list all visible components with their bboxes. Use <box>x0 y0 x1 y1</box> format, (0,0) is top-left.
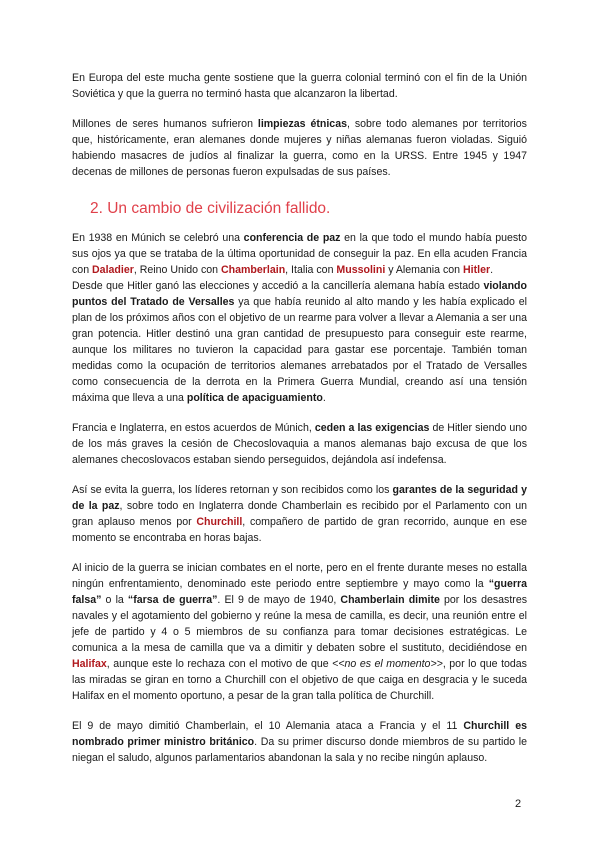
text-run: y Alemania con <box>385 264 463 276</box>
bold-term: limpiezas étnicas <box>257 118 347 130</box>
bold-term: garantes de la seguridad y de la paz <box>72 484 527 512</box>
paragraph-phoney-war <box>72 560 527 704</box>
paragraph-versailles <box>72 278 527 406</box>
text-run: por los desastres navales y el agotamiento del gobierno y reúne la mesa de camilla, es decir, una reunión entre el jefe de partido y 4 o 5 miembros de su confianza para tomar decisiones estratégicas. Le comunica a la mesa de camilla que va a dimitir y debaten sobre el sustituto, decidiéndose en <box>72 594 528 654</box>
text-run: o la <box>101 594 128 606</box>
text-run: , sobre todo en Inglaterra donde Chamberlain es recibido por el Parlamento con un gran aplauso menos por <box>72 500 527 528</box>
text-run: En 1938 en Múnich se celebró una <box>72 232 244 244</box>
paragraph-eastern-europe: En Europa del este mucha gente sostiene que la guerra colonial terminó con el fin de la Unión Soviética y que la guerra no terminó hasta que alcanzaron la libertad. <box>72 72 527 100</box>
name-churchill: Churchill <box>196 516 243 528</box>
bold-term: “farsa de guerra” <box>127 594 218 606</box>
bold-term: violando puntos del Tratado de Versalles <box>72 280 527 308</box>
bold-term: política de apaciguamiento <box>186 392 323 404</box>
text-run: Millones de seres humanos sufrieron <box>72 118 258 130</box>
text-run: de Hitler siendo uno de los más graves la cesión de Checoslovaquia a manos alemanas bajo excusa de que los alemanes checoslovacos estaban siendo perseguidos, dejándola así indefensa. <box>72 422 528 466</box>
bold-term: conferencia de paz <box>243 232 341 244</box>
text-run: , Reino Unido con <box>133 264 221 276</box>
text-run: Así se evita la guerra, los líderes retornan y son recibidos como los <box>72 484 393 496</box>
text-run: , compañero de partido de gran recorrido, aunque en ese momento se encontraba en horas bajas. <box>72 516 527 544</box>
name-chamberlain: Chamberlain <box>221 264 286 276</box>
name-halifax: Halifax <box>72 658 107 670</box>
text-run: , aunque este lo rechaza con el motivo de que <box>106 658 333 670</box>
page-number: 2 <box>515 798 522 810</box>
bold-term: “guerra falsa” <box>72 578 527 606</box>
name-mussolini: Mussolini <box>336 264 386 276</box>
text-run: en la que todo el mundo había puesto sus ojos ya que se trataba de la última oportunidad de conseguir la paz. En ella acuden Francia con <box>72 232 528 276</box>
paragraph-ethnic-cleansing <box>72 116 527 180</box>
text-run: , por lo que todas las miradas se giran en torno a Churchill con el objetivo de que caiga en desgracia y le suceda Halifax en el momento oportuno, a pesar de la gran talla política de Churchill. <box>72 658 527 702</box>
name-daladier: Daladier <box>92 264 134 276</box>
section-heading: 2. Un cambio de civilización fallido. <box>90 200 331 217</box>
text-run: , Italia con <box>285 264 337 276</box>
text-run: Desde que Hitler ganó las elecciones y accedió a la cancillería alemana había estado <box>72 280 484 292</box>
text-run: ya que había reunido al alto mando y les había explicado el plan de los próximos años con el objetivo de un rearme para volver a llevar a Alemania a ser una gran potencia. Hitler destinó una gran cantidad de presupuesto para conseguir este rearme, aunque los militares no tuvieron la capacidad para gastar ese porcentaje. También toman medidas como la ocupación de territorios alemanes arrebatados por el Tratado de Versalles como consecuencia de la derrota en la Primera Guerra Mundial, creando así una tensión máxima que lleva a una <box>72 296 527 404</box>
text-run: , sobre todo alemanes por territorios que, históricamente, eran alemanes donde mujeres y niñas alemanas fueron violadas. Siguió habiendo masacres de judíos al finalizar la guerra, como en la URSS. Entre 1945 y 1947 decenas de millones de personas fueron expulsadas de sus países. <box>72 118 527 178</box>
text-run: . <box>490 264 494 276</box>
bold-term: Churchill es nombrado primer ministro británico <box>72 720 527 748</box>
paragraph-guarantors <box>72 482 527 546</box>
text-run: . El 9 de mayo de 1940, <box>217 594 341 606</box>
name-hitler: Hitler <box>463 264 491 276</box>
text-run: Francia e Inglaterra, en estos acuerdos de Múnich, <box>72 422 315 434</box>
paragraph-munich-conference <box>72 230 527 278</box>
italic-quote: <<no es el momento>> <box>332 658 443 670</box>
paragraph-churchill-pm <box>72 718 527 766</box>
text-run: . <box>322 392 326 404</box>
paragraph-concessions <box>72 420 527 468</box>
bold-term: Chamberlain dimite <box>340 594 440 606</box>
bold-term: ceden a las exigencias <box>314 422 430 434</box>
page-content <box>72 70 527 766</box>
text-run: Al inicio de la guerra se inician combates en el norte, pero en el frente durante meses no estalla ningún enfrentamiento, denominado este periodo entre septiembre y mayo como la <box>72 562 527 590</box>
text-run: El 9 de mayo dimitió Chamberlain, el 10 Alemania ataca a Francia y el 11 <box>72 720 464 732</box>
text-run: . Da su primer discurso donde miembros de su partido le niegan el saludo, algunos parlamentarios abandonan la sala y no recibe ningún aplauso. <box>72 736 527 764</box>
